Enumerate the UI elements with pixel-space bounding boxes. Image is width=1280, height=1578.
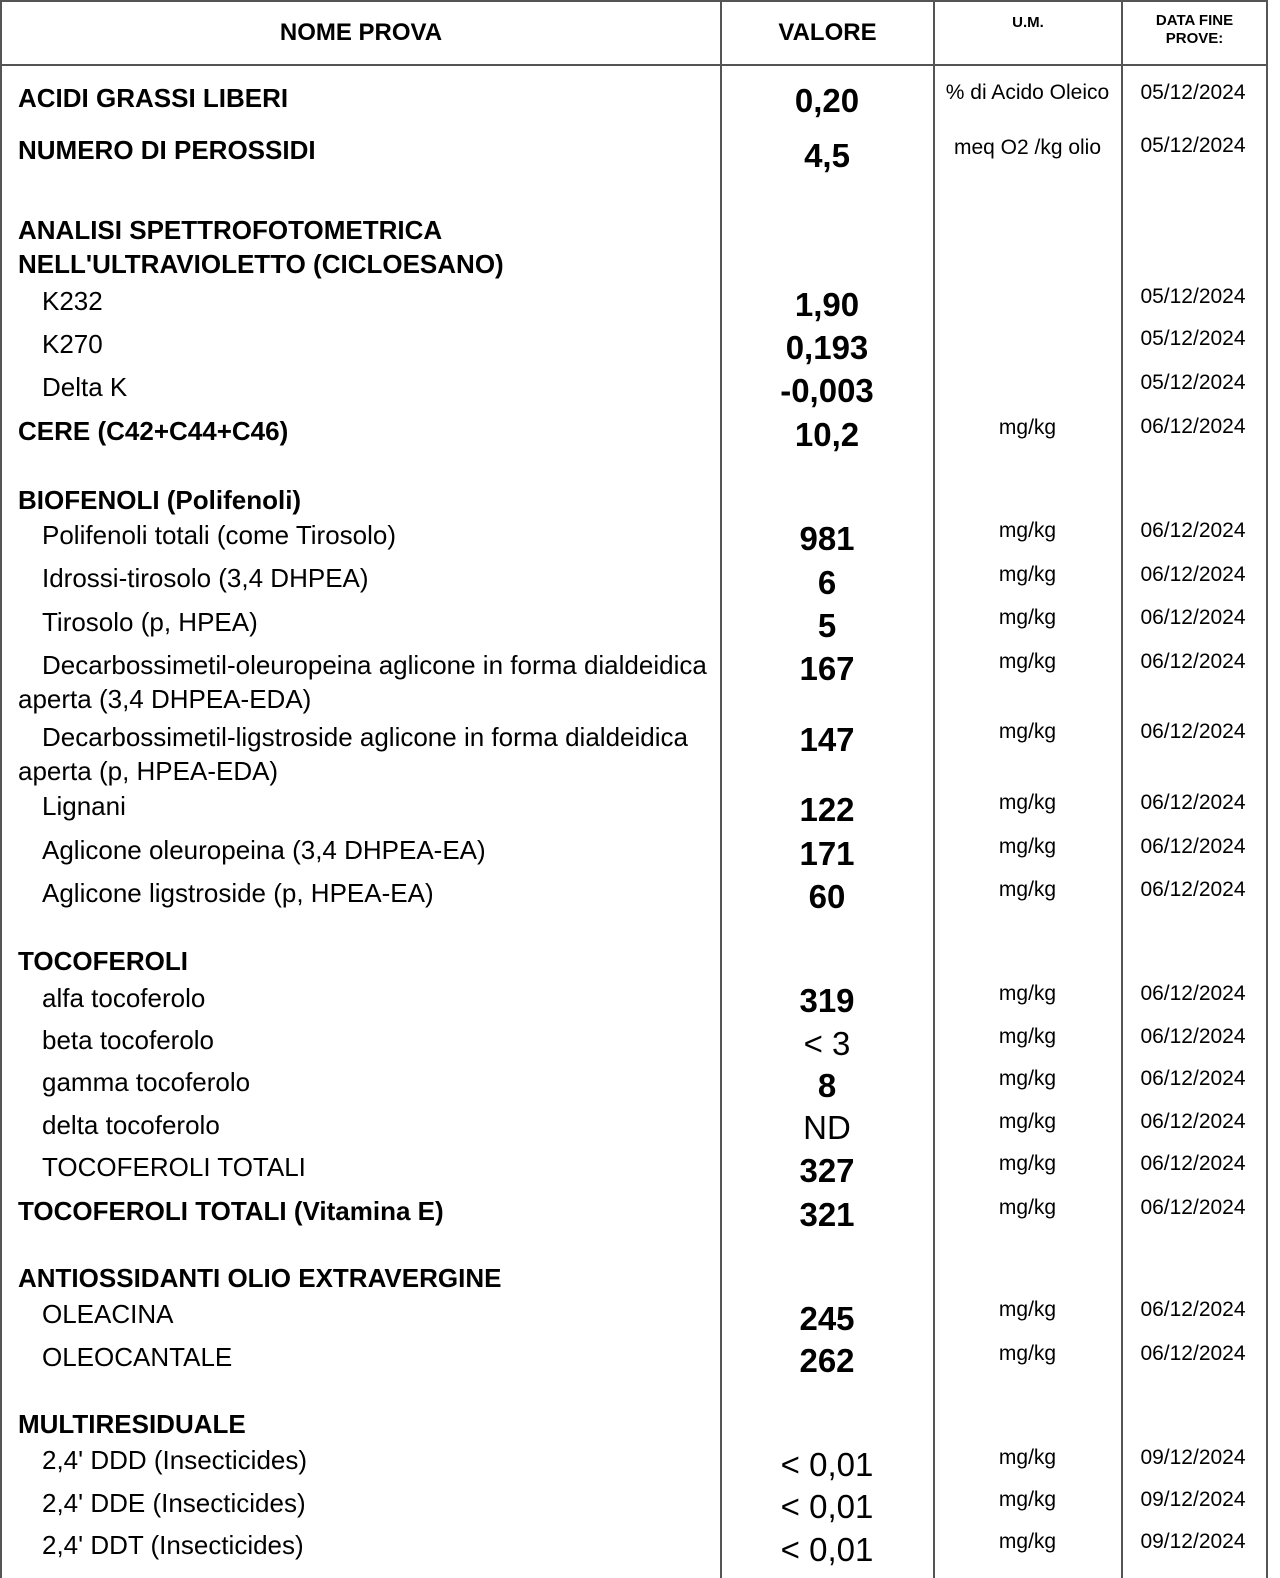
header-data-fine-prove-label: DATA FINE PROVE: <box>1155 12 1234 47</box>
test-value: 0,20 <box>794 82 860 119</box>
test-name: Idrossi-tirosolo (3,4 DHPEA) <box>42 563 369 593</box>
section-title: TOCOFEROLI <box>18 946 188 976</box>
test-value: 5 <box>817 607 837 644</box>
test-name: Polifenoli totali (come Tirosolo) <box>42 520 397 550</box>
test-value: < 3 <box>803 1025 851 1062</box>
test-date: 06/12/2024 <box>1140 1342 1246 1365</box>
test-value: < 0,01 <box>780 1531 874 1568</box>
test-value: < 0,01 <box>780 1488 874 1525</box>
section-title: MULTIRESIDUALE <box>18 1409 246 1439</box>
test-name: gamma tocoferolo <box>42 1067 251 1097</box>
test-name: OLEOCANTALE <box>42 1342 233 1372</box>
test-date: 06/12/2024 <box>1140 650 1246 673</box>
test-name: Delta K <box>42 372 128 402</box>
test-unit: mg/kg <box>998 1025 1057 1048</box>
test-date: 05/12/2024 <box>1140 371 1246 394</box>
test-value: 60 <box>808 878 846 915</box>
test-unit: mg/kg <box>998 835 1057 858</box>
test-unit: mg/kg <box>998 1298 1057 1321</box>
test-name: NUMERO DI PEROSSIDI <box>18 135 316 165</box>
test-date: 05/12/2024 <box>1140 81 1246 104</box>
test-name: OLEACINA <box>42 1299 174 1329</box>
test-date: 06/12/2024 <box>1140 720 1246 743</box>
test-value: 321 <box>799 1196 855 1233</box>
test-name: Decarbossimetil-oleuropeina aglicone in forma dialdeidica aperta (3,4 DHPEA-EDA) <box>18 650 707 714</box>
test-name: Tirosolo (p, HPEA) <box>42 607 258 637</box>
test-value: 1,90 <box>794 286 860 323</box>
test-value: < 0,01 <box>780 1446 874 1483</box>
test-unit: meq O2 /kg olio <box>953 136 1102 159</box>
test-date: 06/12/2024 <box>1140 835 1246 858</box>
header-um: U.M. <box>1012 14 1044 31</box>
test-date: 06/12/2024 <box>1140 1110 1246 1133</box>
test-value: 122 <box>799 791 855 828</box>
test-value: 981 <box>799 520 855 557</box>
test-unit: mg/kg <box>998 1067 1057 1090</box>
test-name: TOCOFEROLI TOTALI <box>42 1152 306 1182</box>
test-name: alfa tocoferolo <box>42 983 206 1013</box>
test-date: 06/12/2024 <box>1140 1025 1246 1048</box>
test-date: 06/12/2024 <box>1140 1196 1246 1219</box>
test-unit: mg/kg <box>998 606 1057 629</box>
test-date: 06/12/2024 <box>1140 563 1246 586</box>
test-unit: mg/kg <box>998 1446 1057 1469</box>
test-unit: mg/kg <box>998 1152 1057 1175</box>
test-name: K232 <box>42 286 103 316</box>
test-unit: mg/kg <box>998 1530 1057 1553</box>
test-name: K270 <box>42 329 103 359</box>
test-name: 2,4' DDE (Insecticides) <box>42 1488 306 1518</box>
test-unit: mg/kg <box>998 563 1057 586</box>
test-value: 245 <box>799 1300 855 1337</box>
section-title: ANALISI SPETTROFOTOMETRICA NELL'ULTRAVIOLETTO (CICLOESANO) <box>18 215 504 279</box>
test-value: -0,003 <box>780 372 874 409</box>
test-unit: mg/kg <box>998 650 1057 673</box>
test-unit: mg/kg <box>998 720 1057 743</box>
test-unit: mg/kg <box>998 519 1057 542</box>
test-date: 06/12/2024 <box>1140 982 1246 1005</box>
test-unit: mg/kg <box>998 1342 1057 1365</box>
test-unit: mg/kg <box>998 416 1057 439</box>
section-title: ANTIOSSIDANTI OLIO EXTRAVERGINE <box>18 1263 502 1293</box>
test-date: 09/12/2024 <box>1140 1530 1246 1553</box>
test-value: 10,2 <box>794 416 860 453</box>
test-name: 2,4' DDT (Insecticides) <box>42 1530 304 1560</box>
test-value: 319 <box>799 982 855 1019</box>
test-value: 167 <box>799 650 855 687</box>
test-value: 8 <box>817 1067 837 1104</box>
test-unit: % di Acido Oleico <box>945 81 1110 104</box>
test-date: 06/12/2024 <box>1140 606 1246 629</box>
test-date: 06/12/2024 <box>1140 415 1246 438</box>
test-unit: mg/kg <box>998 1196 1057 1219</box>
test-name: 2,4' DDD (Insecticides) <box>42 1445 308 1475</box>
test-value: 171 <box>799 835 855 872</box>
test-unit: mg/kg <box>998 1488 1057 1511</box>
test-value: 4,5 <box>804 137 850 174</box>
test-date: 06/12/2024 <box>1140 1067 1246 1090</box>
test-value: 327 <box>799 1152 855 1189</box>
test-name: Decarbossimetil-ligstroside aglicone in forma dialdeidica aperta (p, HPEA-EDA) <box>18 722 688 786</box>
test-name: ACIDI GRASSI LIBERI <box>18 83 289 113</box>
test-name: Aglicone ligstroside (p, HPEA-EA) <box>42 878 434 908</box>
test-date: 09/12/2024 <box>1140 1488 1246 1511</box>
section-title: BIOFENOLI (Polifenoli) <box>18 485 302 515</box>
test-date: 05/12/2024 <box>1140 285 1246 308</box>
test-name: CERE (C42+C44+C46) <box>18 416 289 446</box>
header-data-fine-prove <box>1123 0 1266 66</box>
test-unit: mg/kg <box>998 1110 1057 1133</box>
header-valore: VALORE <box>778 19 877 46</box>
test-date: 06/12/2024 <box>1140 1152 1246 1175</box>
test-date: 06/12/2024 <box>1140 519 1246 542</box>
test-value: 0,193 <box>785 329 869 366</box>
test-date: 06/12/2024 <box>1140 791 1246 814</box>
table-border-left <box>0 0 2 1578</box>
test-value: ND <box>803 1109 851 1146</box>
test-name: TOCOFEROLI TOTALI (Vitamina E) <box>18 1196 444 1226</box>
test-name: beta tocoferolo <box>42 1025 215 1055</box>
test-name: delta tocoferolo <box>42 1110 220 1140</box>
test-date: 05/12/2024 <box>1140 134 1246 157</box>
test-value: 6 <box>817 564 837 601</box>
table-border-right <box>1266 0 1268 1578</box>
test-value: 262 <box>799 1342 855 1379</box>
test-unit: mg/kg <box>998 791 1057 814</box>
header-nome-prova: NOME PROVA <box>279 19 443 46</box>
test-date: 09/12/2024 <box>1140 1446 1246 1469</box>
test-unit: mg/kg <box>998 982 1057 1005</box>
test-unit: mg/kg <box>998 878 1057 901</box>
test-name: Aglicone oleuropeina (3,4 DHPEA-EA) <box>42 835 486 865</box>
test-date: 05/12/2024 <box>1140 327 1246 350</box>
test-date: 06/12/2024 <box>1140 1298 1246 1321</box>
test-date: 06/12/2024 <box>1140 878 1246 901</box>
test-name: Lignani <box>42 791 126 821</box>
test-value: 147 <box>799 721 855 758</box>
